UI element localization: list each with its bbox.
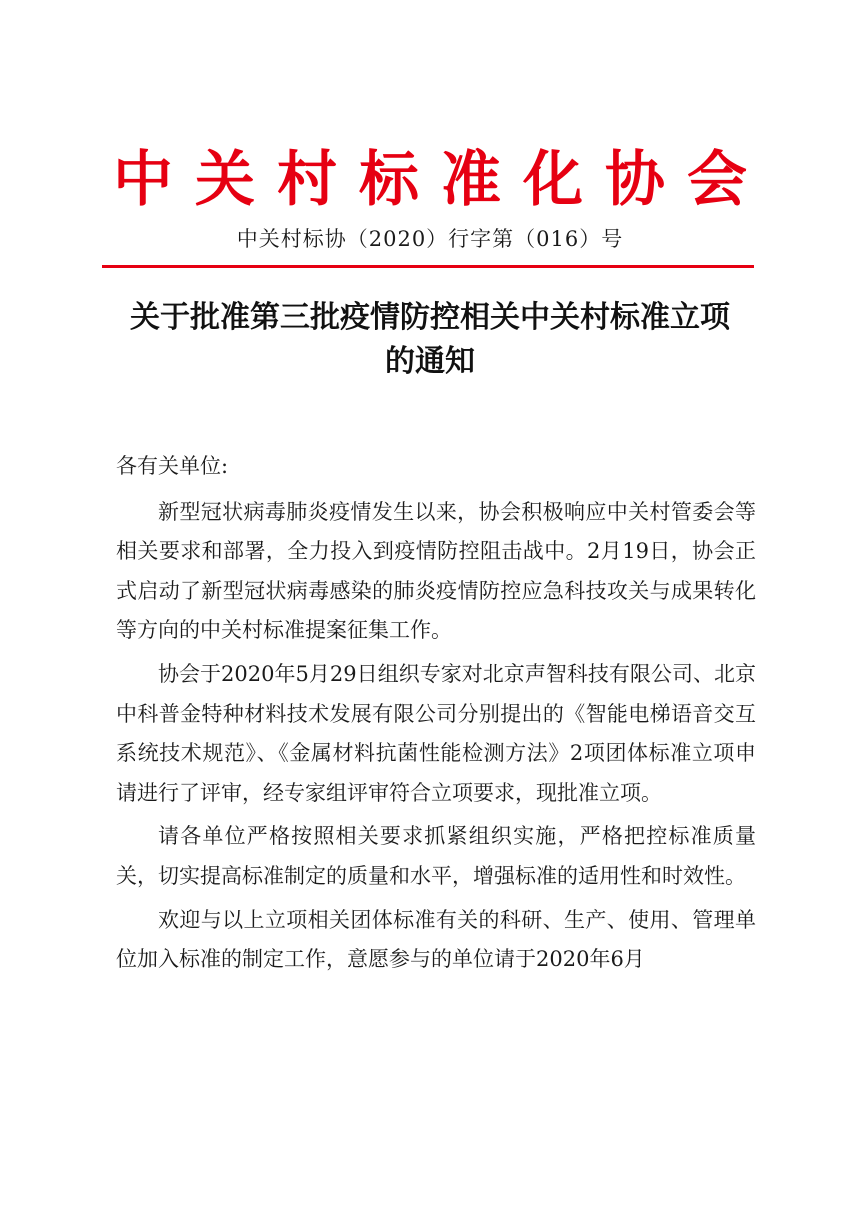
- body-paragraph-3: 请各单位严格按照相关要求抓紧组织实施，严格把控标准质量关，切实提高标准制定的质量和水平，增强标准的适用性和时效性。: [116, 824, 756, 888]
- document-title-line-2: 的通知: [385, 344, 475, 379]
- body-paragraph-2: 协会于2020年5月29日组织专家对北京声智科技有限公司、北京中科普金特种材料技术发展有限公司分别提出的《智能电梯语音交互系统技术规范》、《金属材料抗菌性能检测方法》2项团体标准立项申请进行了评审，经专家组评审符合立项要求，现批准立项。: [116, 661, 756, 805]
- document-title-line-1: 关于批准第三批疫情防控相关中关村标准立项: [130, 300, 730, 335]
- salutation: 各有关单位:: [116, 454, 229, 478]
- document-number: 中关村标协（2020）行字第（016）号: [236, 227, 624, 251]
- body-paragraph-4: 欢迎与以上立项相关团体标准有关的科研、生产、使用、管理单位加入标准的制定工作，意愿参与的单位请于2020年6月: [116, 907, 756, 972]
- document-title: [90, 296, 770, 384]
- document-body: [116, 447, 756, 980]
- body-paragraph-1: 新型冠状病毒肺炎疫情发生以来，协会积极响应中关村管委会等相关要求和部署，全力投入到疫情防控阻击战中。2月19日，协会正式启动了新型冠状病毒感染的肺炎疫情防控应急科技攻关与成果转化等方向的中关村标准提案征集工作。: [116, 499, 756, 643]
- red-divider-line: [102, 265, 754, 268]
- organization-name: 中关村标准化协会: [113, 145, 769, 215]
